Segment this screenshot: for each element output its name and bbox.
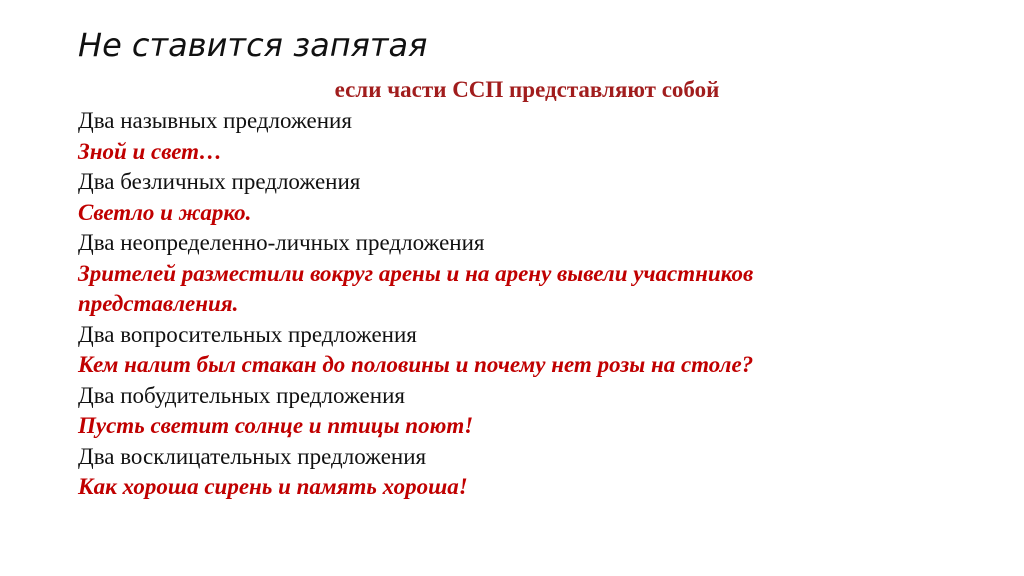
example-line: Зрителей разместили вокруг арены и на арену вывели участников	[78, 260, 754, 286]
rule-line: Два неопределенно-личных предложения	[78, 230, 485, 255]
example-line: Светло и жарко.	[78, 199, 252, 225]
example-line: Как хороша сирень и память хороша!	[78, 474, 468, 499]
example-line: Пусть светит солнце и птицы поют!	[78, 413, 474, 438]
slide-body	[78, 106, 978, 503]
rule-line: Два безличных предложения	[78, 169, 361, 194]
rule-line: Два вопросительных предложения	[78, 321, 417, 347]
rule-line: Два назывных предложения	[78, 108, 352, 133]
example-line: представления.	[78, 291, 239, 316]
slide-subtitle: если части ССП представляют собой	[334, 77, 720, 102]
slide-title: Не ставится запятая	[78, 26, 428, 64]
rule-line: Два побудительных предложения	[78, 382, 405, 408]
example-line: Зной и свет…	[78, 138, 223, 164]
rule-line: Два восклицательных предложения	[78, 443, 427, 469]
example-line: Кем налит был стакан до половины и почему нет розы на столе?	[78, 352, 754, 377]
